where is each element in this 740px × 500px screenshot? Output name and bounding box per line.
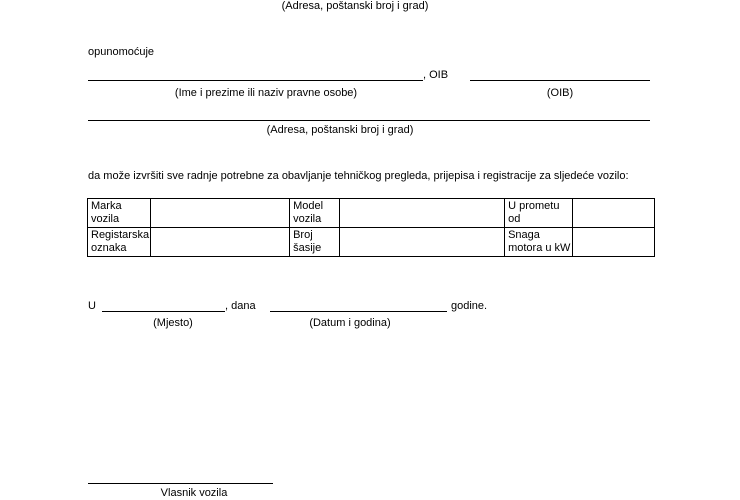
place-date-suffix: godine. (451, 300, 488, 312)
registarska-oznaka-value-cell[interactable] (151, 228, 290, 257)
agent-name-caption: (Ime i prezime ili naziv pravne osobe) (174, 87, 358, 99)
broj-sasije-label: Broj šasije (290, 228, 340, 257)
oib-separator-label: , OIB (423, 69, 449, 81)
marka-vozila-label: Marka vozila (88, 199, 151, 228)
snaga-motora-label: Snaga motora u kW (505, 228, 573, 257)
date-caption: (Datum i godina) (309, 317, 391, 329)
place-date-prefix: U (88, 300, 96, 312)
agent-address-blank[interactable] (88, 106, 650, 121)
agent-oib-blank[interactable] (470, 66, 650, 81)
place-caption: (Mjesto) (153, 317, 193, 329)
signature-caption: Vlasnik vozila (160, 487, 228, 499)
table-row-1 (88, 199, 655, 228)
authorization-clause: da može izvršiti sve radnje potrebne za obavljanje tehničkog pregleda, prijepisa i registracije za sljedeće vozilo: (88, 170, 629, 182)
model-vozila-value-cell[interactable] (340, 199, 505, 228)
model-vozila-label: Model vozila (290, 199, 340, 228)
date-blank[interactable] (270, 297, 447, 312)
u-prometu-od-label: U prometu od (505, 199, 573, 228)
place-blank[interactable] (102, 297, 225, 312)
registarska-oznaka-label: Registarska oznaka (88, 228, 151, 257)
agent-oib-caption: (OIB) (546, 87, 574, 99)
snaga-motora-value-cell[interactable] (573, 228, 655, 257)
u-prometu-od-value-cell[interactable] (573, 199, 655, 228)
agent-address-caption: (Adresa, poštanski broj i grad) (266, 124, 414, 136)
place-date-middle: , dana (225, 300, 256, 312)
table-row-2 (88, 228, 655, 257)
signature-line[interactable] (88, 469, 273, 484)
marka-vozila-value-cell[interactable] (151, 199, 290, 228)
broj-sasije-value-cell[interactable] (340, 228, 505, 257)
principal-address-caption: (Adresa, poštanski broj i grad) (281, 0, 429, 12)
vehicle-details-table (87, 198, 655, 257)
authorizes-word: opunomoćuje (88, 46, 155, 58)
agent-name-blank[interactable] (88, 66, 423, 81)
